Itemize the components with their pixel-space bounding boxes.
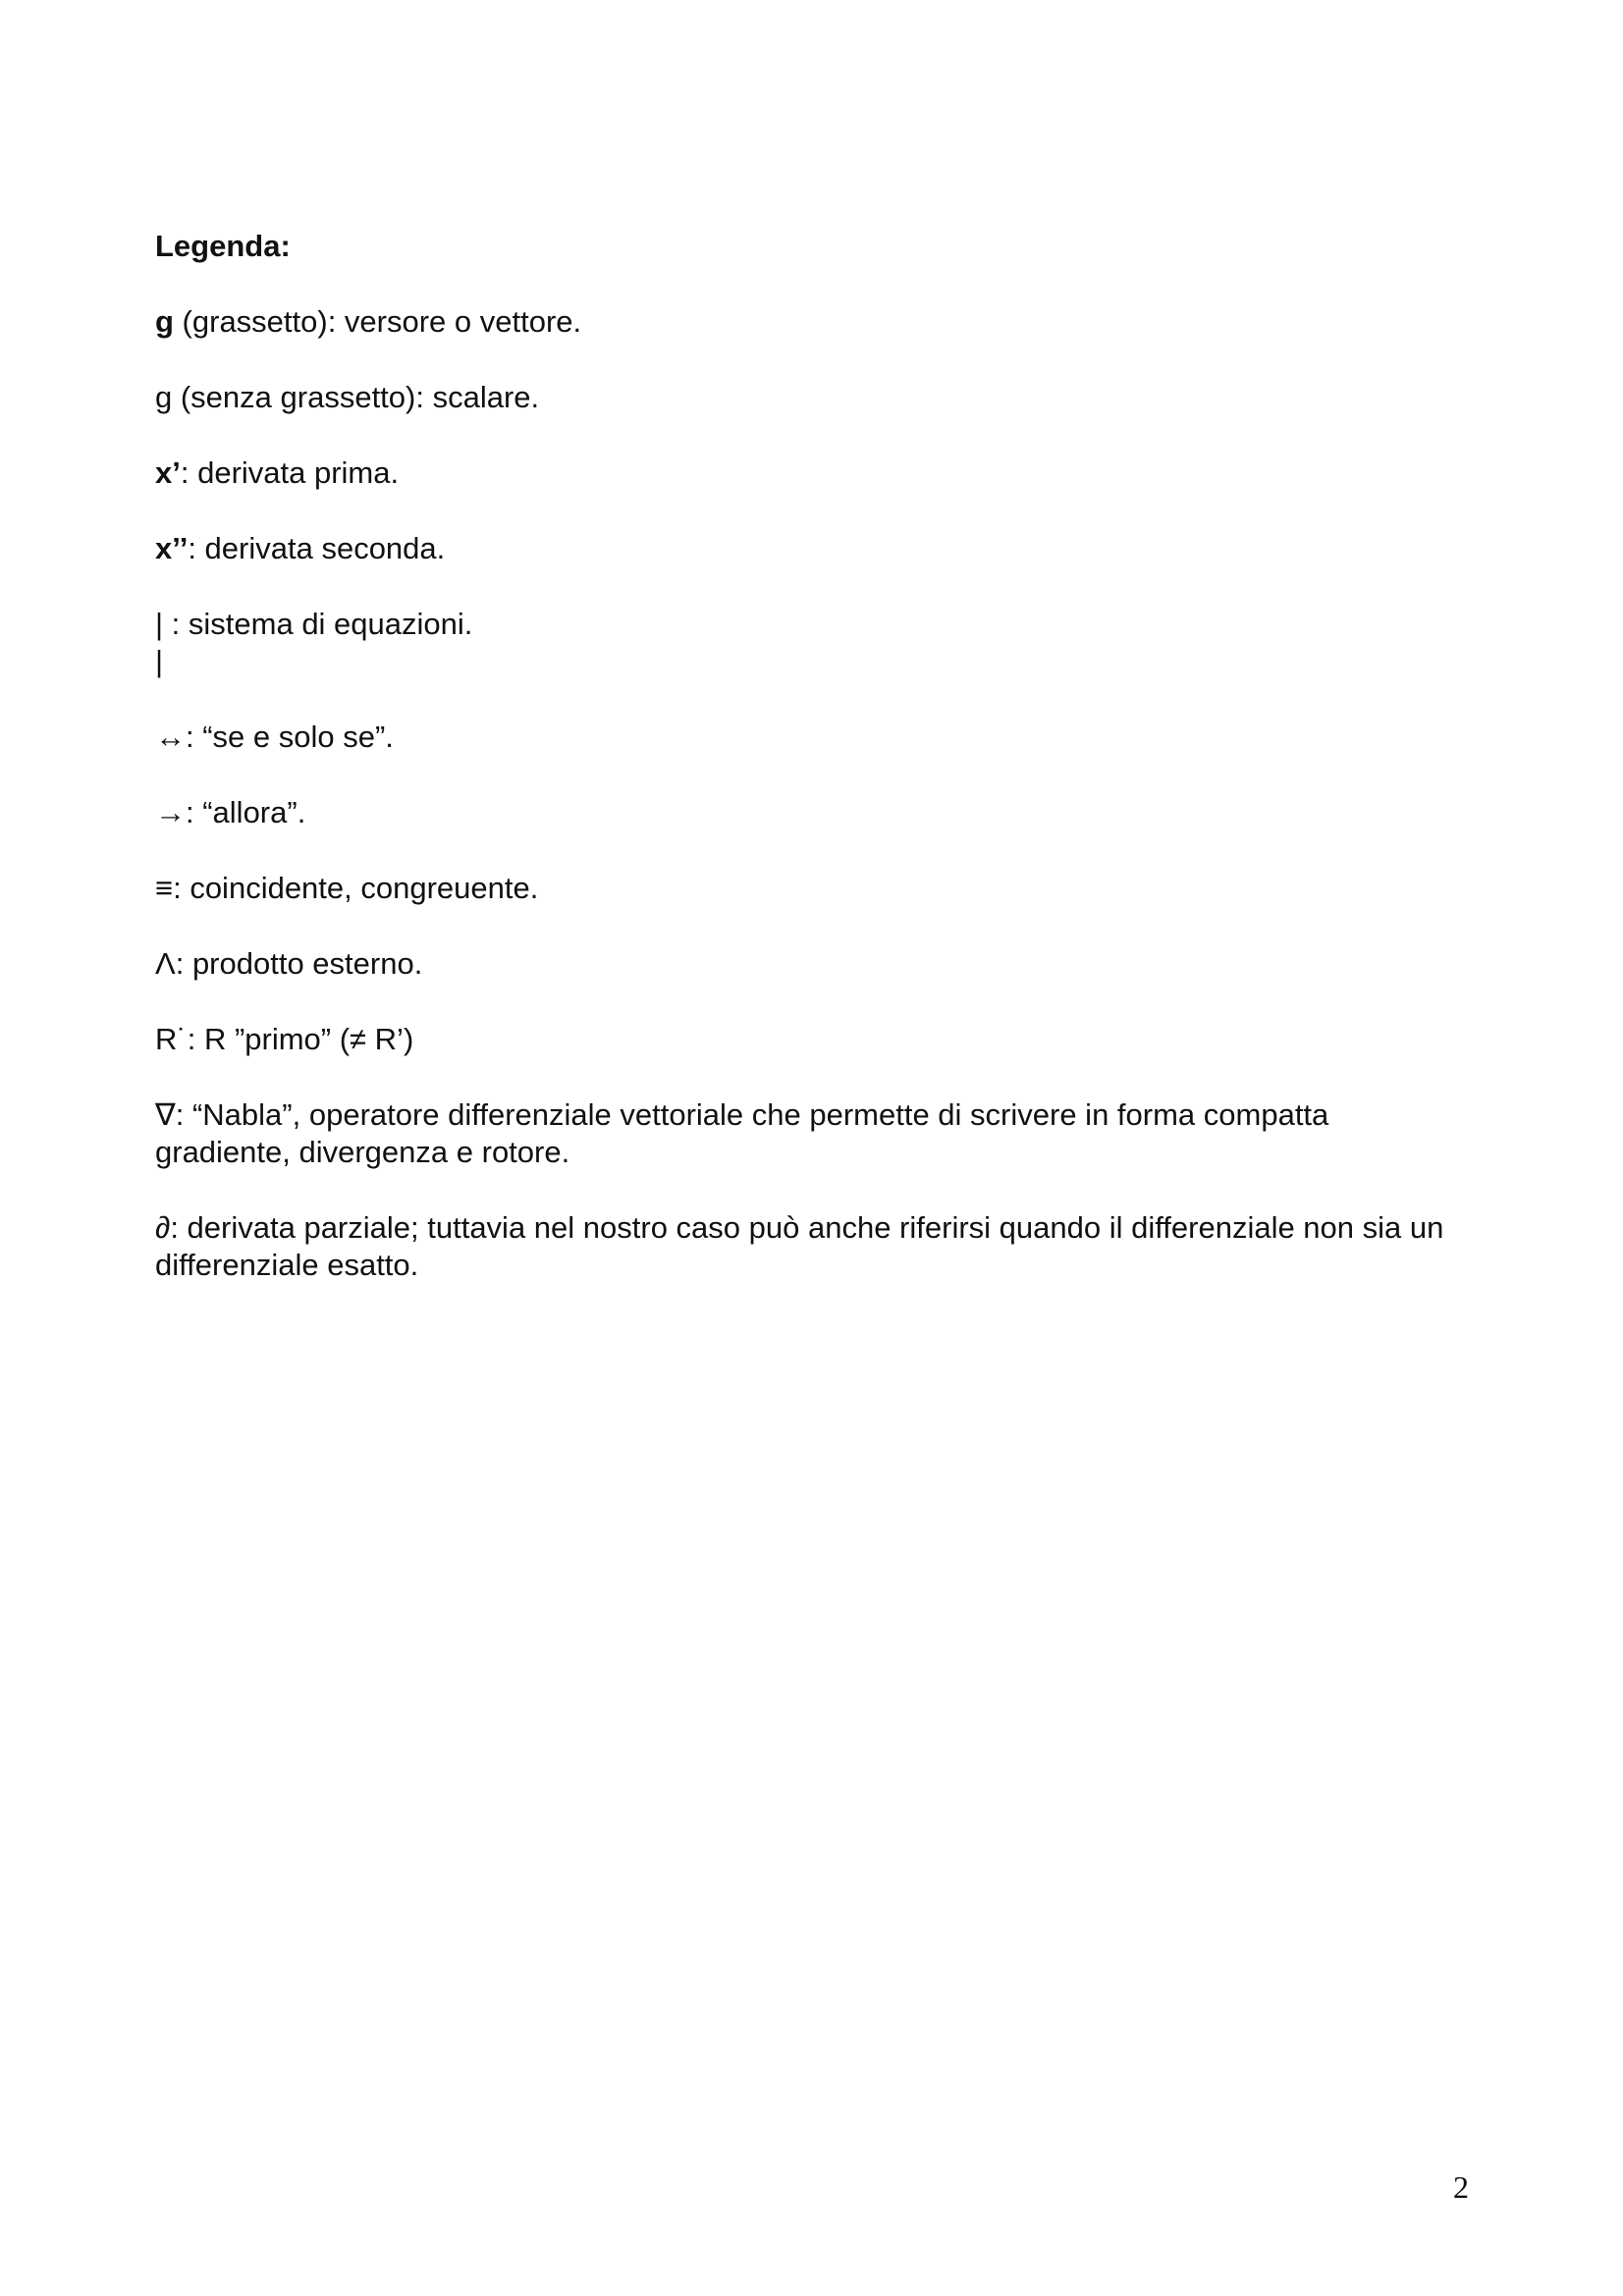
legend-title: Legenda: xyxy=(155,229,291,263)
legend-system-bar: | xyxy=(155,644,164,678)
legend-entry-r-prime xyxy=(155,1021,1471,1058)
legend-symbol: g xyxy=(155,304,174,339)
legend-symbol: → xyxy=(155,795,186,829)
legend-symbol: ≡ xyxy=(155,871,174,905)
legend-entry-wedge xyxy=(155,945,1471,983)
legend-description: : R ”primo” (≠ R’) xyxy=(187,1022,414,1056)
legend-entry-second-derivative xyxy=(155,530,1471,567)
legend-symbol: g xyxy=(155,380,173,414)
legend-description: : “Nabla”, operatore differenziale vettoriale che permette di scrivere in forma compatta gradiente, divergenza e rotore. xyxy=(155,1097,1329,1169)
legend-description: (senza grassetto): scalare. xyxy=(172,380,540,414)
legend-entry-implies xyxy=(155,794,1471,831)
legend-description: : derivata prima. xyxy=(180,455,400,490)
legend-symbol: ↔ xyxy=(155,720,186,754)
legend-symbol: R˙ xyxy=(155,1022,188,1056)
legend-symbol: ∂ xyxy=(155,1210,171,1245)
legend-description: : coincidente, congreuente. xyxy=(173,871,539,905)
legend-entry-first-derivative xyxy=(155,454,1471,492)
legend-description: (grassetto): versore o vettore. xyxy=(173,304,582,339)
legend-description: : “allora”. xyxy=(186,795,306,829)
page-number: 2 xyxy=(1453,2169,1469,2205)
legend-symbol: x’ xyxy=(155,455,181,490)
legend-symbol: ∇ xyxy=(155,1097,176,1132)
legend-description: : derivata parziale; tuttavia nel nostro caso può anche riferirsi quando il differenziale non sia un differenziale esatto. xyxy=(155,1210,1444,1282)
legend-system-line xyxy=(155,606,1471,643)
legend-entry-nabla xyxy=(155,1096,1471,1171)
legend-description: : prodotto esterno. xyxy=(175,946,423,981)
legend-entry-plain-g xyxy=(155,379,1471,416)
legend-description: : sistema di equazioni. xyxy=(163,607,473,641)
legend-entry-partial xyxy=(155,1209,1471,1284)
legend-symbol: Λ xyxy=(155,946,176,981)
legend-section xyxy=(155,228,1471,1322)
legend-entry-congruent xyxy=(155,870,1471,907)
legend-symbol: x’’ xyxy=(155,531,189,565)
legend-description: : derivata seconda. xyxy=(188,531,446,565)
legend-symbol: | xyxy=(155,607,164,641)
legend-entry-iff xyxy=(155,719,1471,756)
legend-entry-bold-g xyxy=(155,303,1471,341)
legend-description: : “se e solo se”. xyxy=(186,720,394,754)
legend-entry-system xyxy=(155,606,1471,680)
